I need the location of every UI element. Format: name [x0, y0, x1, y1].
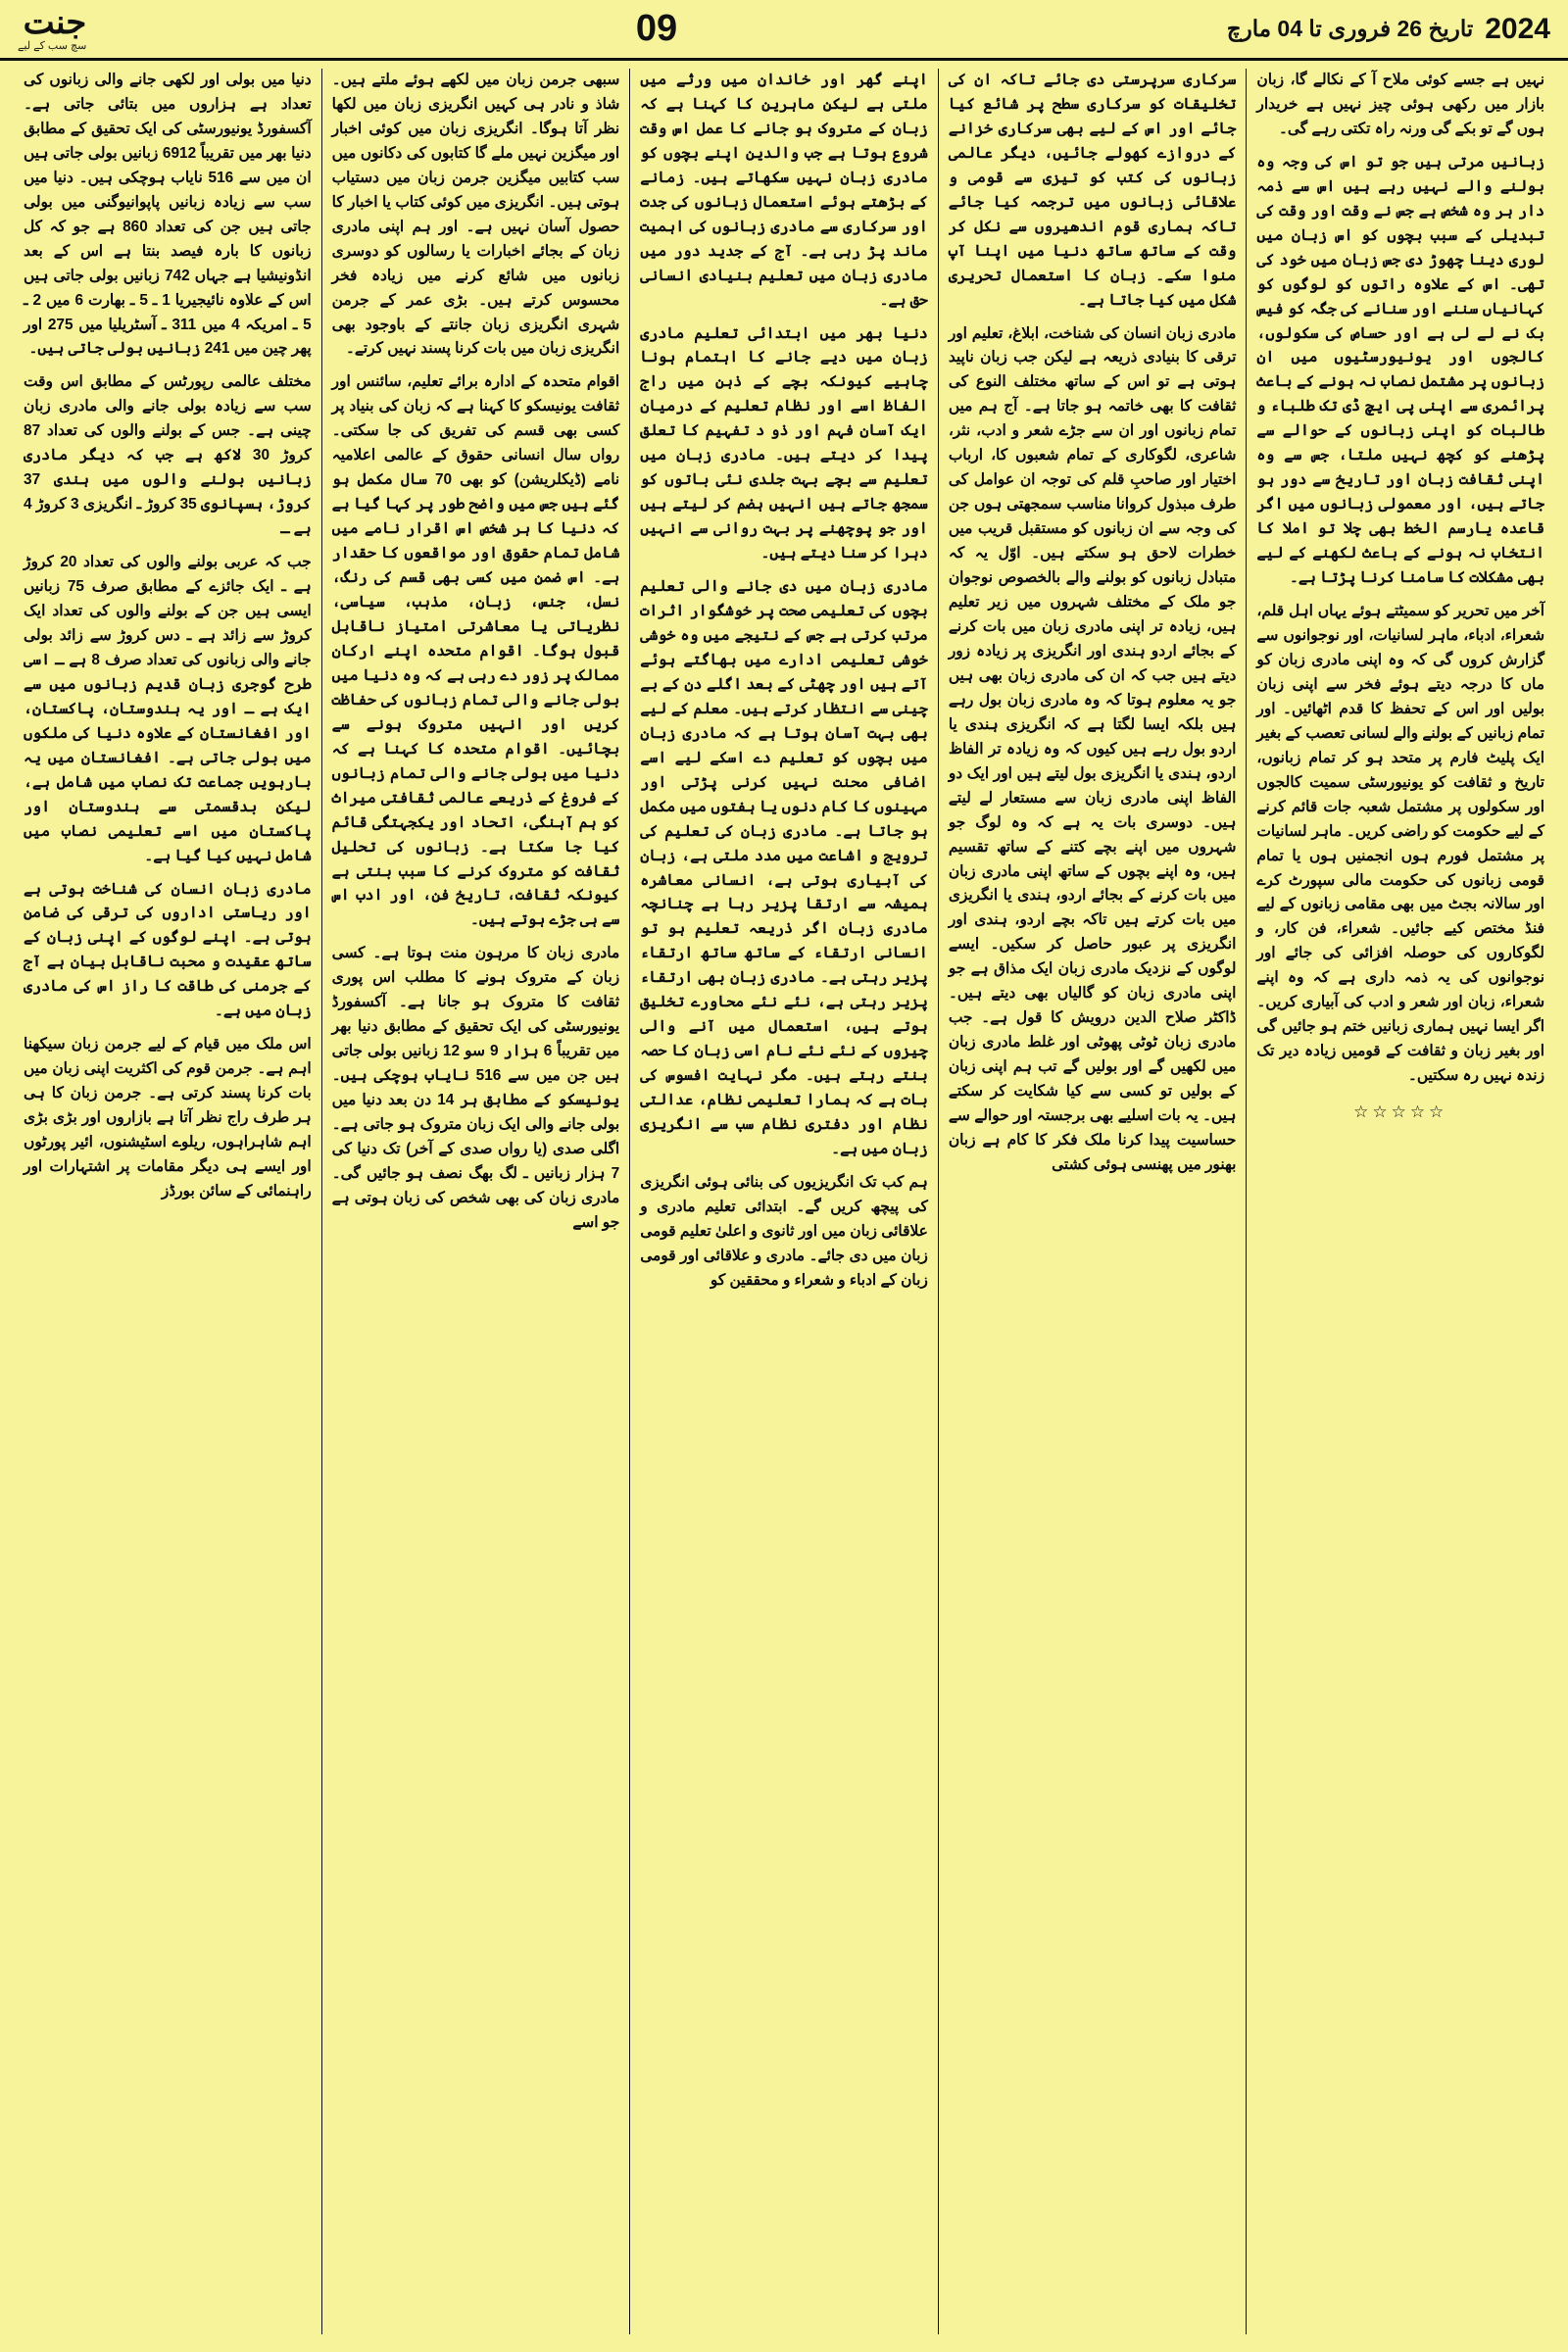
- masthead-year: 2024: [1485, 12, 1550, 45]
- column-4: [938, 69, 1247, 2334]
- end-mark: ☆☆☆☆☆: [1353, 1102, 1448, 1122]
- paragraph: مادری زبان کا مرہون منت ہوتا ہے۔ کسی زبان کے متروک ہونے کا مطلب اس پوری ثقافت کا متروک ہو جانا ہے۔ آکسفورڈ یونیورسٹی کی ایک تحقیق کے مطابق دنیا بھر میں تقریباً 6 ہزار 9 سو 12 زبانیں بولی جاتی ہیں جن میں سے 516 نایاب ہوچکی ہیں۔ یونیسکو کے مطابق ہر 14 دن بعد دنیا میں بولی جانے والی ایک زبان متروک ہو جاتی ہے۔ اگلی صدی (یا رواں صدی کے آخر) تک دنیا کی 7 ہزار زبانیں ـ لگ بھگ نصف ہو جائیں گی۔ مادری زبان کی بھی شخص کی زبان ہوتی ہے جو اسے: [331, 945, 620, 1231]
- masthead-date: تاریخ 26 فروری تا 04 مارچ: [1226, 16, 1474, 41]
- column-1: [14, 69, 321, 2334]
- masthead-logo: [18, 6, 86, 52]
- paragraph: سبھی جرمن زبان میں لکھے ہوئے ملتے ہیں۔ شاذ و نادر ہی کہیں انگریزی زبان میں لکھا نظر آتا ہوگا۔ انگریزی زبان میں کوئی اخبار اور میگزین نہیں ملے گا کتابوں کی دکانوں میں سب کتابیں میگزین جرمن زبان میں دستیاب ہوتی ہیں۔ انگریزی میں کوئی کتاب یا اخبار کا حصول آسان نہیں ہے۔ اور ہم اپنی مادری زبان کے بجائے اخبارات یا رسالوں کو دوسری زبانوں میں شائع کرنے میں زیادہ فخر محسوس کرتے ہیں۔ بڑی عمر کے جرمن شہری انگریزی زبان جانتے کے باوجود بھی انگریزی زبان میں بات کرنا پسند نہیں کرتے۔: [331, 72, 620, 358]
- paragraph: جب کہ عربی بولنے والوں کی تعداد 20 کروڑ ہے ـ ایک جائزے کے مطابق صرف 75 زبانیں ایسی ہیں جن کے بولنے والوں کی تعداد ایک کروڑ سے زائد ہے ـ دس کروڑ سے زائد بولی جانے والی زبانوں کی تعداد صرف 8 ہے ـ اسی طرح گوجری زبان قدیم زبانوں میں سے ایک ہے ـ اور یہ ہندوستان، پاکستان، اور افغانستان کے علاوہ دنیا کی ملکوں میں بولی جاتی ہے۔ افغانستان میں یہ بارہویں جماعت تک نصاب میں شامل ہے، لیکن بدقسمتی سے ہندوستان اور پاکستان میں اسے تعلیمی نصاب میں شامل نہیں کیا گیا ہے۔: [24, 554, 312, 864]
- paragraph: اس ملک میں قیام کے لیے جرمن زبان سیکھنا اہم ہے۔ جرمن قوم کی اکثریت اپنی زبان میں بات کرنا پسند کرتی ہے۔ جرمن زبان کا ہی ہر طرف راج نظر آتا ہے بازاروں اور بڑی بڑی اہم شاہراہوں، ریلوے اسٹیشنوں، ائیر پورٹوں اور ایسے ہی دیگر مقامات پر اشتہارات اور راہنمائی کے سائن بورڈز: [24, 1036, 312, 1200]
- paragraph: دنیا میں بولی اور لکھی جانے والی زبانوں کی تعداد ہے ہزاروں میں بتائی جاتی ہے۔ آکسفورڈ یونیورسٹی کی ایک تحقیق کے مطابق دنیا بھر میں تقریباً 6912 زبانیں بولی جاتی ہیں ان میں سے 516 نایاب ہوچکی ہیں۔ دنیا میں سب سے زیادہ زبانیں پاپوانیوگنی میں بولی جاتی ہیں جن کی تعداد 860 ہے جو کہ کل زبانوں کا بارہ فیصد بنتا ہے اس کے بعد انڈونیشیا ہے جہاں 742 زبانیں بولی جاتی ہیں اس کے علاوہ نائیجیریا 1 ـ 5 ـ بھارت 6 میں 2 ـ 5 ـ امریکہ 4 میں 311 ـ آسٹریلیا میں 275 اور پھر چین میں 241 زبانیں بولی جاتی ہیں۔: [24, 72, 312, 358]
- paragraph: آخر میں تحریر کو سمیٹتے ہوئے یہاں اہل قلم، شعراء، ادباء، ماہر لسانیات، اور نوجوانوں سے گزارش کروں گی کہ وہ اپنی مادری زبان کو ماں کا درجہ دیتے ہوئے فخر سے اپنی زبان بولیں اور اس کے تحفظ کا قدم اٹھائیں۔ اور تمام زبانیں کے بولنے والے لسانی تعصب کے بغیر ایک پلیٹ فارم پر متحد ہو کر تمام زبانوں، تاریخ و ثقافت کو یونیورسٹی سمیت کالجوں اور سکولوں پر مشتمل شعبہ جات قائم کرنے کے لیے حکومت کو راضی کریں۔ ماہر لسانیات پر مشتمل فورم ہوں انجمنیں ہوں یا تمام قومی زبانوں کی حکومت مالی سپورٹ کرے اور سالانہ بجٹ میں بھی مقامی زبانوں کے لیے فنڈ مختص کیے جائیں۔ شعراء، فن کار، و لگوکاروں کی حوصلہ افزائی کی جائے اور نوجوانوں کی یہ ذمہ داری ہے کہ وہ اپنے شعراء، زبان اور شعر و ادب کی آبیاری کریں۔ اگر ایسا نہیں ہماری زبانیں ختم ہو جائیں گی اور بغیر زبان و ثقافت کے قومیں زیادہ دیر تک زندہ نہیں رہ سکتیں۔: [1256, 603, 1544, 1085]
- masthead-date-block: [1227, 13, 1550, 46]
- logo-tagline: سچ سب کے لیے: [18, 40, 87, 52]
- paragraph: زبانیں مرتی ہیں جو تو اس کی وجہ وہ بولنے والے نہیں رہے ہیں اس سے ذمہ دار ہر وہ شخص ہے جس نے وقت اور وقت کی تبدیلی کے سبب بچوں کو اس زبان میں لوری دینا چھوڑ دی جس زبان میں خود کی تھی۔ اس کے علاوہ راتوں کو لوگوں کو کہانیاں سننے اور سنانے کی جگہ کو فیس بک نے لے لی ہے اور حساص کی سکولوں، کالجوں اور یونیورسٹیوں میں ان زبانوں پر مشتمل نصاب نہ ہونے کے باعث پرائمری سے اپنی پی ایچ ڈی تک طلباء و طالبات کو اپنی زبانوں کے حوالے سے پڑھنے کو کچھ نہیں ملتا، جس سے وہ اپنی ثقافت زبان اور تاریخ سے دور ہو جاتے ہیں، اور معمولی زبانوں میں اگر قاعدہ یارسم الخط بھی چلا تو املا کا انتخاب نہ ہونے کے باعث لکھنے کے لیے بھی مشکلات کا سامنا کرنا پڑتا ہے۔: [1256, 153, 1544, 587]
- paragraph: مادری زبان انسان کی شناخت، ابلاغ، تعلیم اور ترقی کا بنیادی ذریعہ ہے لیکن جب زبان ناپید ہوتی ہے تو اس کے ساتھ مختلف النوع کی ثقافت کا بھی خاتمہ ہو جاتا ہے۔ آج ہم میں تمام زبانوں اور ان سے جڑے شعر و ادب، نثر، شاعری، لگوکاری کے تمام شعبوں کا، ارباب اختیار اور صاحبِ قلم کی توجہ ان عوامل کی طرف مبذول کروانا مناسب سمجھتی ہوں جن کی وجہ سے ان زبانوں کو مستقبل قریب میں خطرات لاحق ہو سکتے ہیں۔ اوّل یہ کہ متبادل زبانوں کو بولنے والے بالخصوص نوجوان جو ملک کے مختلف شہروں میں زیر تعلیم ہیں، زیادہ تر اپنی مادری زبان میں بات کرنے کے بجائے اردو ہندی اور انگریزی پر زیادہ زور دیتے ہیں جب کہ ان کی مادری زبان بھی ہیں جو یہ معلوم ہوتا کہ وہ مادری زبان بول رہے ہیں بلکہ ایسا لگتا ہے کہ انگریزی ہندی یا اردو بول رہے ہیں کیوں کہ وہ زیادہ تر الفاظ اردو، ہندی یا انگریزی بول لیتے ہیں اور ایک دو الفاظ اپنی مادری زبان سے مستعار لے لیتے ہیں۔ دوسری بات یہ ہے کہ وہ لوگ جو شہروں میں اپنے بچے کتنے کے ساتھ تقسیم ہیں، وہ اپنے بچوں کے ساتھ اپنی مادری زبان میں بات کرنے کے بجائے اردو، ہندی یا انگریزی میں بات کرتے ہیں تاکہ بچے اردو، ہندی اور انگریزی پر عبور حاصل کر سکیں۔ ایسے لوگوں کے نزدیک مادری زبان ایک مذاق ہے جو اپنی مادری زبان کو گالیاں بھی دیتے ہیں۔ ڈاکٹر صلاح الدین درویش کا قول ہے۔ جب مادری زبان ٹوٹی پھوٹی اور غلط مادری زبان میں لکھیں گے اور بولیں گے تب ہم اپنی زبان کے بولیں تو کسی سے کیا شکایت کر سکتے ہیں۔ یہ بات اسلیے بھی برجستہ اور حوالے سے حساسیت پیدا کرنا ملک فکر کا کام ہے زبان بھنور میں پھنسی ہوئی کشتی: [948, 324, 1237, 1173]
- column-5: [1246, 69, 1554, 2334]
- page-number: 09: [635, 8, 678, 49]
- paragraph: اپنے گھر اور خاندان میں ورثے میں ملتی ہے لیکن ماہرین کا کہنا ہے کہ زبان کے متروک ہو جانے کا عمل اس وقت شروع ہوتا ہے جب والدین اپنے بچوں کو مادری زبان نہیں سکھاتے ہیں۔ زمانے کے بڑھتے ہوئے استعمال زبانوں کی جدت اور سرکاری سے مادری زبانوں کی اہمیت ماند پڑ رہی ہے۔ آج کے جدید دور میں مادری زبان میں تعلیم بنیادی انسانی حق ہے۔: [640, 72, 928, 309]
- paragraph: اقوام متحدہ کے ادارہ برائے تعلیم، سائنس اور ثقافت یونیسکو کا کہنا ہے کہ زبان کی بنیاد پر کسی بھی قسم کی تفریق کی جا سکتی۔ رواں سال انسانی حقوق کے عالمی اعلامیہ نامے (ڈیکلریشن) کو بھی 70 سال مکمل ہو گئے ہیں جس میں واضح طور پر کہا گیا ہے کہ دنیا کا ہر شخص اس اقرار نامے میں شامل تمام حقوق اور مواقعوں کا حقدار ہے۔ اس ضمن میں کسی بھی قسم کی رنگ، نسل، جنس، زبان، مذہب، سیاسی، نظریاتی یا معاشرتی امتیاز ناقابل قبول ہوگا۔ اقوام متحدہ اپنے ارکان ممالک پر زور دے رہی ہے کہ وہ دنیا میں بولی جانے والی تمام زبانوں کی حفاظت کریں اور انہیں متروک ہونے سے بچائیں۔ اقوام متحدہ کا کہنا ہے کہ دنیا میں بولی جانے والی تمام زبانوں کے فروغ کے ذریعے عالمی ثقافتی میراث کو ہم آہنگی، اتحاد اور یکجہتگی قائم کیا جا سکتا ہے۔ زبانوں کی تحلیل ثقافت کو متروک کرنے کا سبب بنتی ہے کیونکہ ثقافت، تاریخ فن، اور ادب اس سے ہی جڑے ہوتے ہیں۔: [331, 373, 620, 929]
- masthead: [0, 0, 1568, 61]
- article-columns: [0, 61, 1568, 2344]
- paragraph: مادری زبان میں دی جانے والی تعلیم بچوں کی تعلیمی صحت پر خوشگوار اثرات مرتب کرتی ہے جس کے نتیجے میں وہ خوشی خوشی تعلیمی ادارے میں بھاگتے ہوئے آتے ہیں اور چھٹی کے بعد اگلے دن کے بے چینی سے انتظار کرتے ہیں۔ معلم کے لیے بھی بہت آسان ہوتا ہے کہ مادری زبان میں بچوں کو تعلیم دے اسکے لیے اسے اضافی محنت نہیں کرنی پڑتی اور مہینوں کا کام دنوں یا ہفتوں میں مکمل ہو جاتا ہے۔ مادری زبان کی تعلیم کی ترویج و اشاعت میں مدد ملتی ہے، زبان کی آبیاری ہوتی ہے، انسانی معاشرہ ہمیشہ سے ارتقا پزیر رہا ہے چنانچہ مادری زبان اگر ذریعہ تعلیم ہو تو انسانی ارتقاء کے ساتھ ساتھ ارتقاء پزیر رہتی ہے۔ مادری زبان بھی ارتقاء پزیر رہتی ہے، نئے نئے محاورے تخلیق ہوتے ہیں، استعمال میں آنے والی چیزوں کے نئے نئے نام اسی زبان کا حصہ بنتے رہتے ہیں۔ مگر نہایت افسوس کی بات ہے کہ ہمارا تعلیمی نظام، عدالتی نظام اور دفتری نظام سب سے انگریزی زبان میں ہے۔: [640, 578, 928, 1157]
- column-2: [321, 69, 630, 2334]
- paragraph: مختلف عالمی رپورٹس کے مطابق اس وقت سب سے زیادہ بولی جانے والی مادری زبان چینی ہے۔ جس کے بولنے والوں کی تعداد 87 کروڑ 30 لاکھ ہے جب کہ دیگر مادری زبانیں بولنے والوں میں ہندی 37 کروڑ، ہسپانوی 35 کروڑ ـ انگریزی 3 کروڑ 4 ہے ـ: [24, 373, 312, 538]
- paragraph: دنیا بھر میں ابتدائی تعلیم مادری زبان میں دیے جانے کا اہتمام ہونا چاہیے کیونکہ بچے کے ذہن میں راج الفاظ اسے اور نظام تعلیم کے درمیان ایک آسان فہم اور ذو د تفہیم کا تعلق پیدا کر دیتے ہیں۔ مادری زبان میں تعلیم سے بچے بہت جلدی نئی باتوں کو سمجھ جاتے ہیں انہیں ہضم کر لیتے ہیں اور جو پوچھنے پر بہت روانی سے انہیں دہرا کر سنا دیتے ہیں۔: [640, 324, 928, 563]
- paragraph: ہم کب تک انگریزیوں کی بنائی ہوئی انگریزی کی پیچھ کریں گے۔ ابتدائی تعلیم مادری و علاقائی زبان میں اور ثانوی و اعلیٰ تعلیم قومی زبان میں دی جائے۔ مادری و علاقائی اور قومی زبان کے ادباء و شعراء و محققین کو: [640, 1173, 928, 1289]
- column-3: [629, 69, 938, 2334]
- paragraph: مادری زبان انسان کی شناخت ہوتی ہے اور ریاستی اداروں کی ترقی کی ضامن ہوتی ہے۔ اپنے لوگوں کے اپنی زبان کے ساتھ عقیدت و محبت ناقابل بیان ہے آج کے جرمنی کی طاقت کا راز اس کی مادری زبان میں ہے۔: [24, 880, 312, 1020]
- paragraph: سرکاری سرپرستی دی جائے تاکہ ان کی تخلیقات کو سرکاری سطح پر شائع کیا جائے اور اس کے لیے بھی سرکاری خزانے کے دروازے کھولے جائیں، دیگر عالمی زبانوں کی کتب کو تیزی سے قومی و علاقائی زبانوں میں ترجمہ کیا جائے تاکہ ہماری قوم اندھیروں سے نکل کر وقت کے ساتھ ساتھ دنیا میں اپنا آپ منوا سکے۔ زبان کا استعمال تحریری شکل میں کیا جاتا ہے۔: [948, 72, 1237, 309]
- logo-title: جنت: [23, 4, 87, 41]
- paragraph: نہیں ہے جسے کوئی ملاح آ کے نکالے گا، زبان بازار میں رکھی ہوئی چیز نہیں ہے خریدار ہوں گے تو بکے گی ورنہ راہ تکتی رہے گی۔: [1256, 72, 1544, 137]
